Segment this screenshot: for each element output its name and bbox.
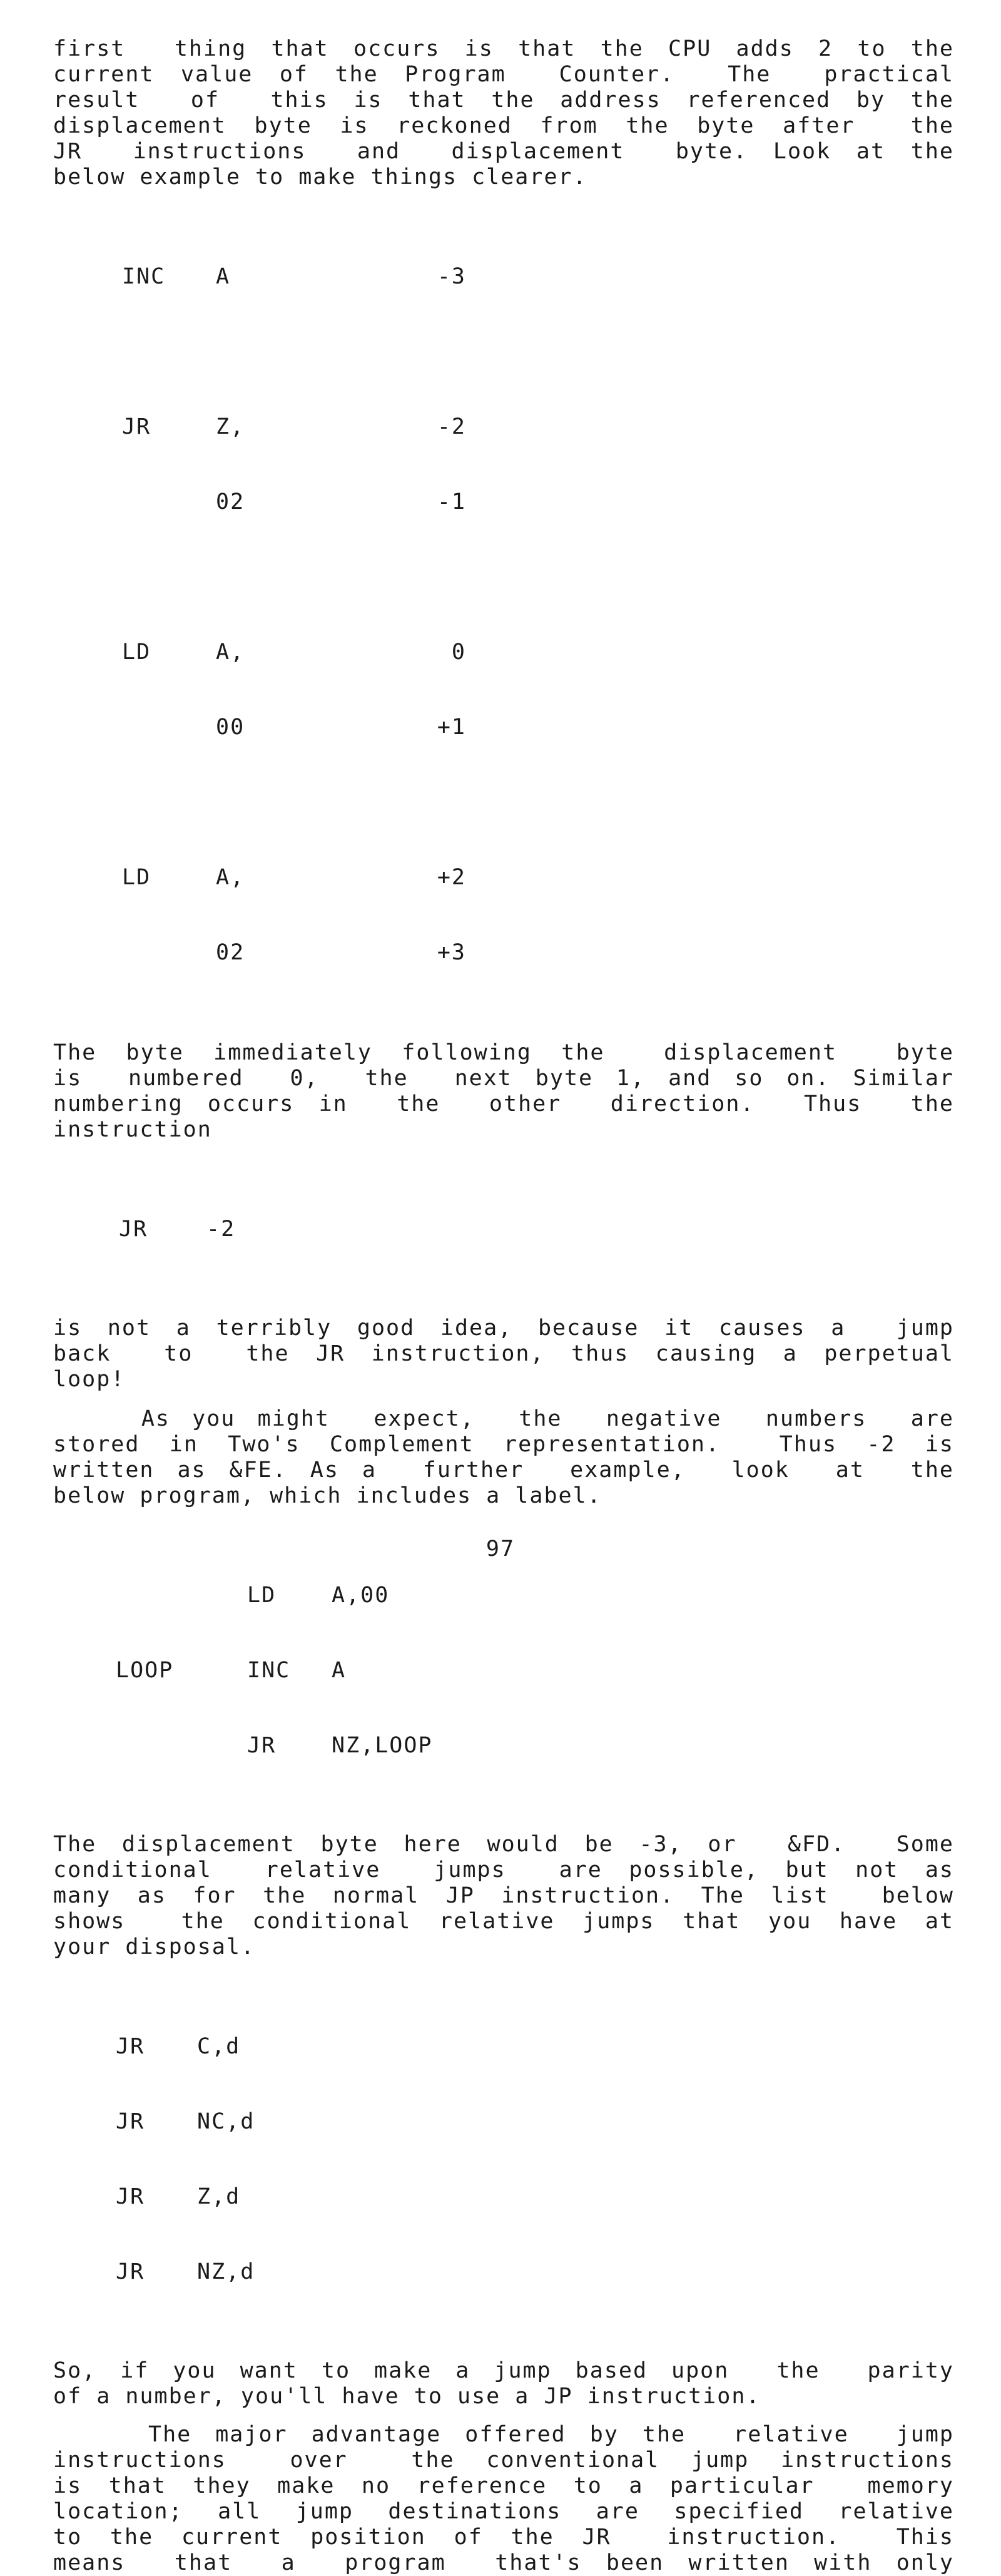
code-example-loop (116, 1533, 954, 1808)
code-row: INC A -3 (122, 264, 466, 289)
paragraph-1 (53, 36, 954, 190)
code-example-displacement (122, 214, 954, 1015)
text-line: of a number, you'll have to use a JP instruction. (53, 2384, 761, 2409)
paragraph-3 (53, 1316, 954, 1393)
code-row: JR -2 (119, 1217, 236, 1242)
text-line: below example to make things clearer. (53, 165, 587, 190)
code-row: LD A, 0 (122, 640, 466, 665)
paragraph-6 (53, 2358, 954, 2410)
page-number: 97 (485, 1536, 516, 1561)
text-line: back to the JR instruction, thus causing a perpetual (53, 1341, 954, 1366)
text-line: your disposal. (53, 1935, 256, 1960)
code-row: LD A, +2 (122, 865, 466, 890)
code-row: 02 +3 (216, 940, 466, 965)
text-line: is not a terribly good idea, because it causes a jump (53, 1316, 954, 1341)
text-line: first thing that occurs is that the CPU adds 2 to the (53, 36, 954, 61)
text-line: So, if you want to make a jump based upon the parity (53, 2358, 954, 2383)
text-line: shows the conditional relative jumps that you have at (53, 1909, 954, 1934)
paragraph-7 (53, 2422, 954, 2576)
code-row: JR Z, -2 (122, 414, 466, 439)
text-line: The major advantage offered by the relative jump (53, 2422, 954, 2447)
paragraph-2 (53, 1040, 954, 1143)
code-row (122, 790, 954, 815)
paragraph-4 (53, 1406, 954, 1509)
code-row: LOOP INC A (116, 1658, 347, 1683)
text-line: JR instructions and displacement byte. Look at the (53, 139, 954, 164)
code-row: 00 +1 (216, 715, 466, 740)
text-line: result of this is that the address referenced by the (53, 88, 954, 113)
code-example-conditional-jumps (116, 1984, 954, 2334)
text-line: means that a program that's been written with only (53, 2550, 954, 2575)
code-row: JR NZ,LOOP (247, 1733, 433, 1758)
document-page (53, 36, 954, 2576)
code-row: JR Z,d (116, 2184, 241, 2209)
text-line: written as &FE. As a further example, look at the (53, 1458, 954, 1483)
text-line: below program, which includes a label. (53, 1483, 602, 1508)
text-line: to the current position of the JR instruction. This (53, 2525, 954, 2550)
text-line: instructions over the conventional jump instructions (53, 2448, 954, 2473)
code-row: LD A,00 (247, 1583, 390, 1608)
text-line: many as for the normal JP instruction. The list below (53, 1883, 954, 1908)
text-line: current value of the Program Counter. The practical (53, 62, 954, 87)
text-line: instruction (53, 1117, 212, 1142)
text-line: numbering occurs in the other direction. Thus the (53, 1091, 954, 1117)
code-row (122, 339, 954, 364)
text-line: As you might expect, the negative numbers are (53, 1406, 954, 1431)
code-row: JR NC,d (116, 2109, 255, 2134)
text-line: loop! (53, 1367, 126, 1392)
text-line: The byte immediately following the displacement byte (53, 1040, 954, 1065)
text-line: The displacement byte here would be -3, or &FD. Some (53, 1832, 954, 1857)
text-line: is that they make no reference to a particular memory (53, 2473, 954, 2498)
paragraph-5 (53, 1832, 954, 1960)
code-row: JR C,d (116, 2034, 241, 2059)
code-row: JR NZ,d (116, 2259, 255, 2284)
text-line: displacement byte is reckoned from the byte after the (53, 113, 954, 138)
text-line: conditional relative jumps are possible, but not as (53, 1858, 954, 1883)
text-line: location; all jump destinations are specified relative (53, 2499, 954, 2524)
text-line: is numbered 0, the next byte 1, and so on. Similar (53, 1066, 954, 1091)
code-row (122, 565, 954, 590)
text-line: stored in Two's Complement representation. Thus -2 is (53, 1432, 954, 1457)
code-example-jr (119, 1167, 954, 1292)
code-row: 02 -1 (216, 489, 466, 514)
